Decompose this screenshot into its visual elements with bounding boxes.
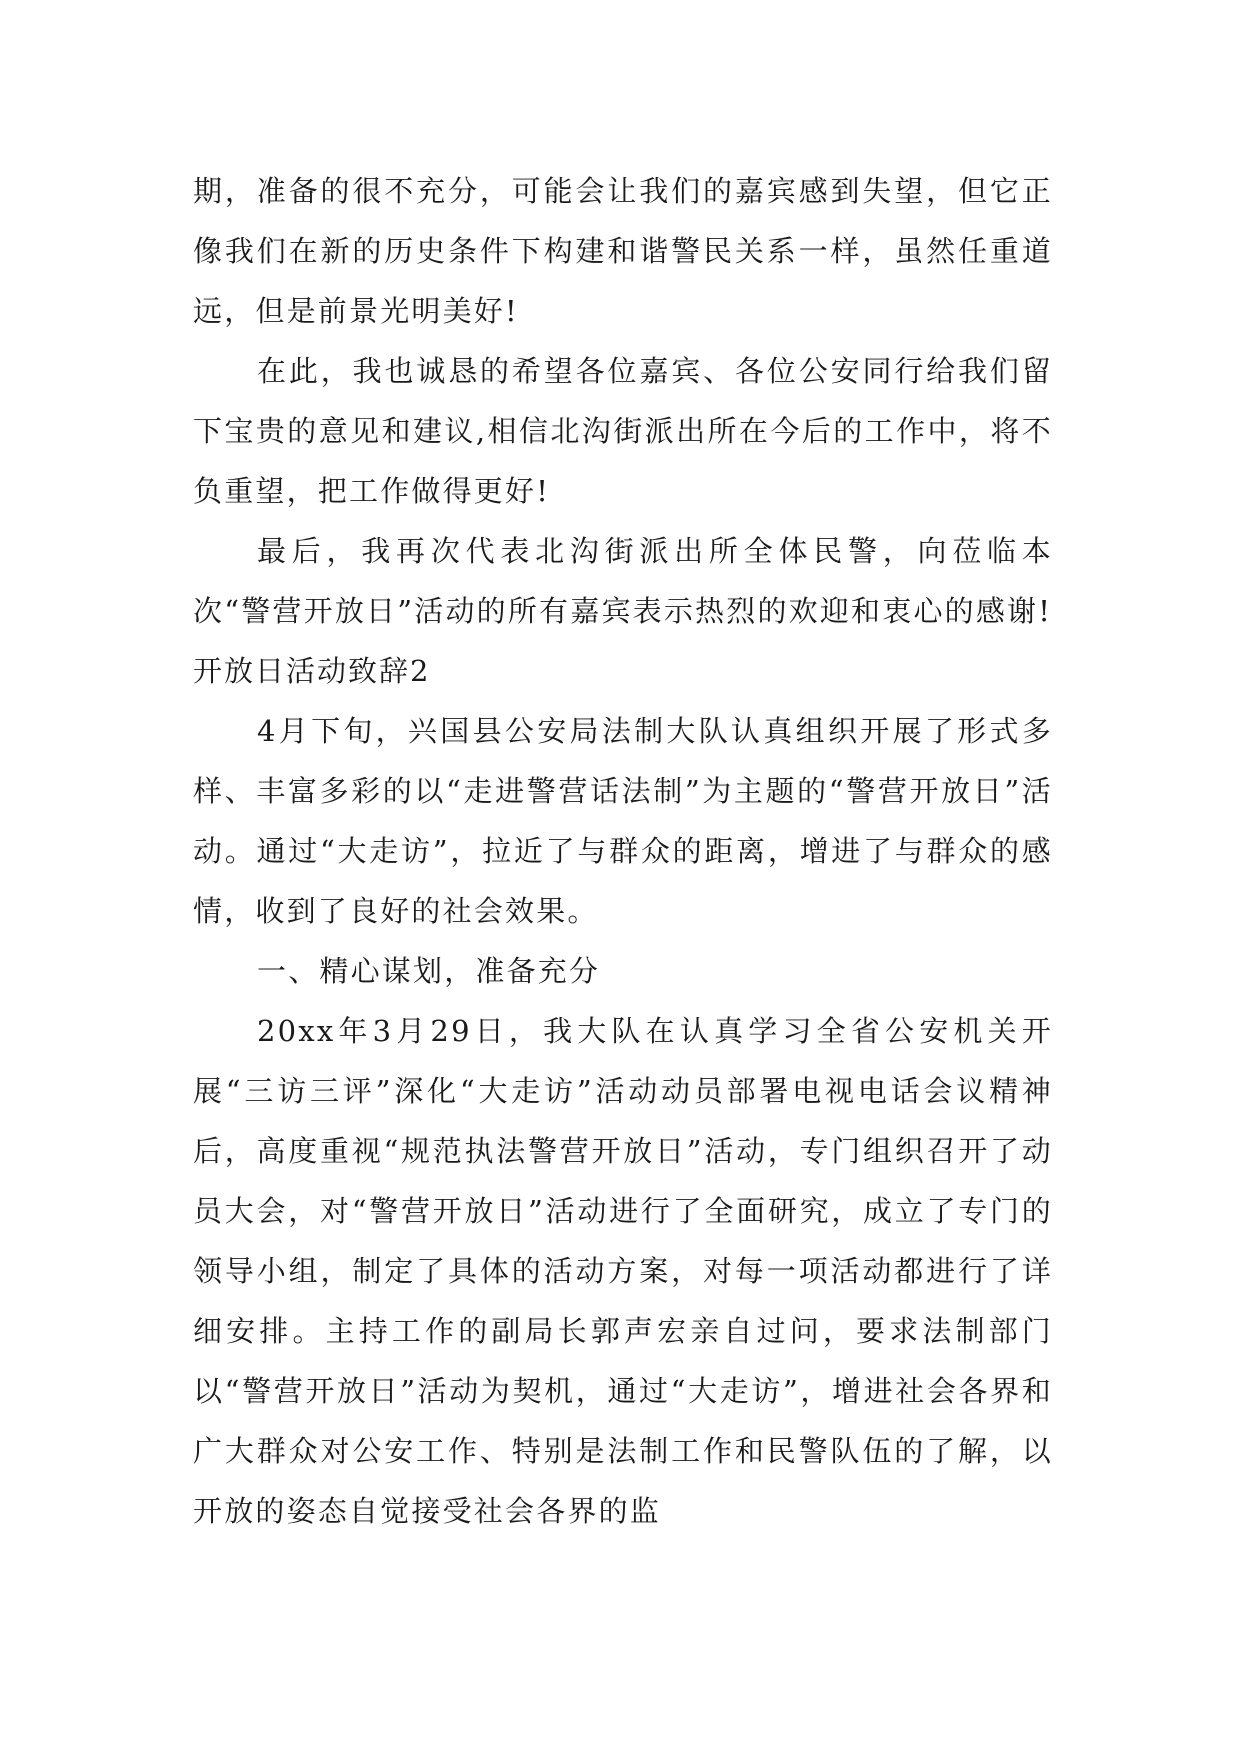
paragraph-3: 最后，我再次代表北沟街派出所全体民警，向莅临本次“警营开放日”活动的所有嘉宾表示热烈的欢迎和衷心的感谢! — [193, 534, 1053, 628]
section-heading: 开放日活动致辞2 — [193, 654, 431, 688]
paragraph-1: 期，准备的很不充分，可能会让我们的嘉宾感到失望，但它正像我们在新的历史条件下构建和谐警民关系一样，虽然任重道远，但是前景光明美好! — [193, 174, 1053, 328]
subheading-1: 一、精心谋划，准备充分 — [257, 954, 601, 988]
paragraph-5: 20xx年3月29日，我大队在认真学习全省公安机关开展“三访三评”深化“大走访”活动动员部署电视电话会议精神后，高度重视“规范执法警营开放日”活动，专门组织召开了动员大会，对“警营开放日”活动进行了全面研究，成立了专门的领导小组，制定了具体的活动方案，对每一项活动都进行了详细安排。主持工作的副局长郭声宏亲自过问，要求法制部门以“警营开放日”活动为契机，通过“大走访”，增进社会各界和广大群众对公安工作、特别是法制工作和民警队伍的了解，以开放的姿态自觉接受社会各界的监 — [193, 1014, 1053, 1528]
paragraph-2: 在此，我也诚恳的希望各位嘉宾、各位公安同行给我们留下宝贵的意见和建议,相信北沟街派出所在今后的工作中，将不负重望，把工作做得更好! — [193, 354, 1053, 508]
document-body — [193, 161, 1053, 1541]
paragraph-4: 4月下旬，兴国县公安局法制大队认真组织开展了形式多样、丰富多彩的以“走进警营话法制”为主题的“警营开放日”活动。通过“大走访”，拉近了与群众的距离，增进了与群众的感情，收到了良好的社会效果。 — [193, 714, 1053, 928]
